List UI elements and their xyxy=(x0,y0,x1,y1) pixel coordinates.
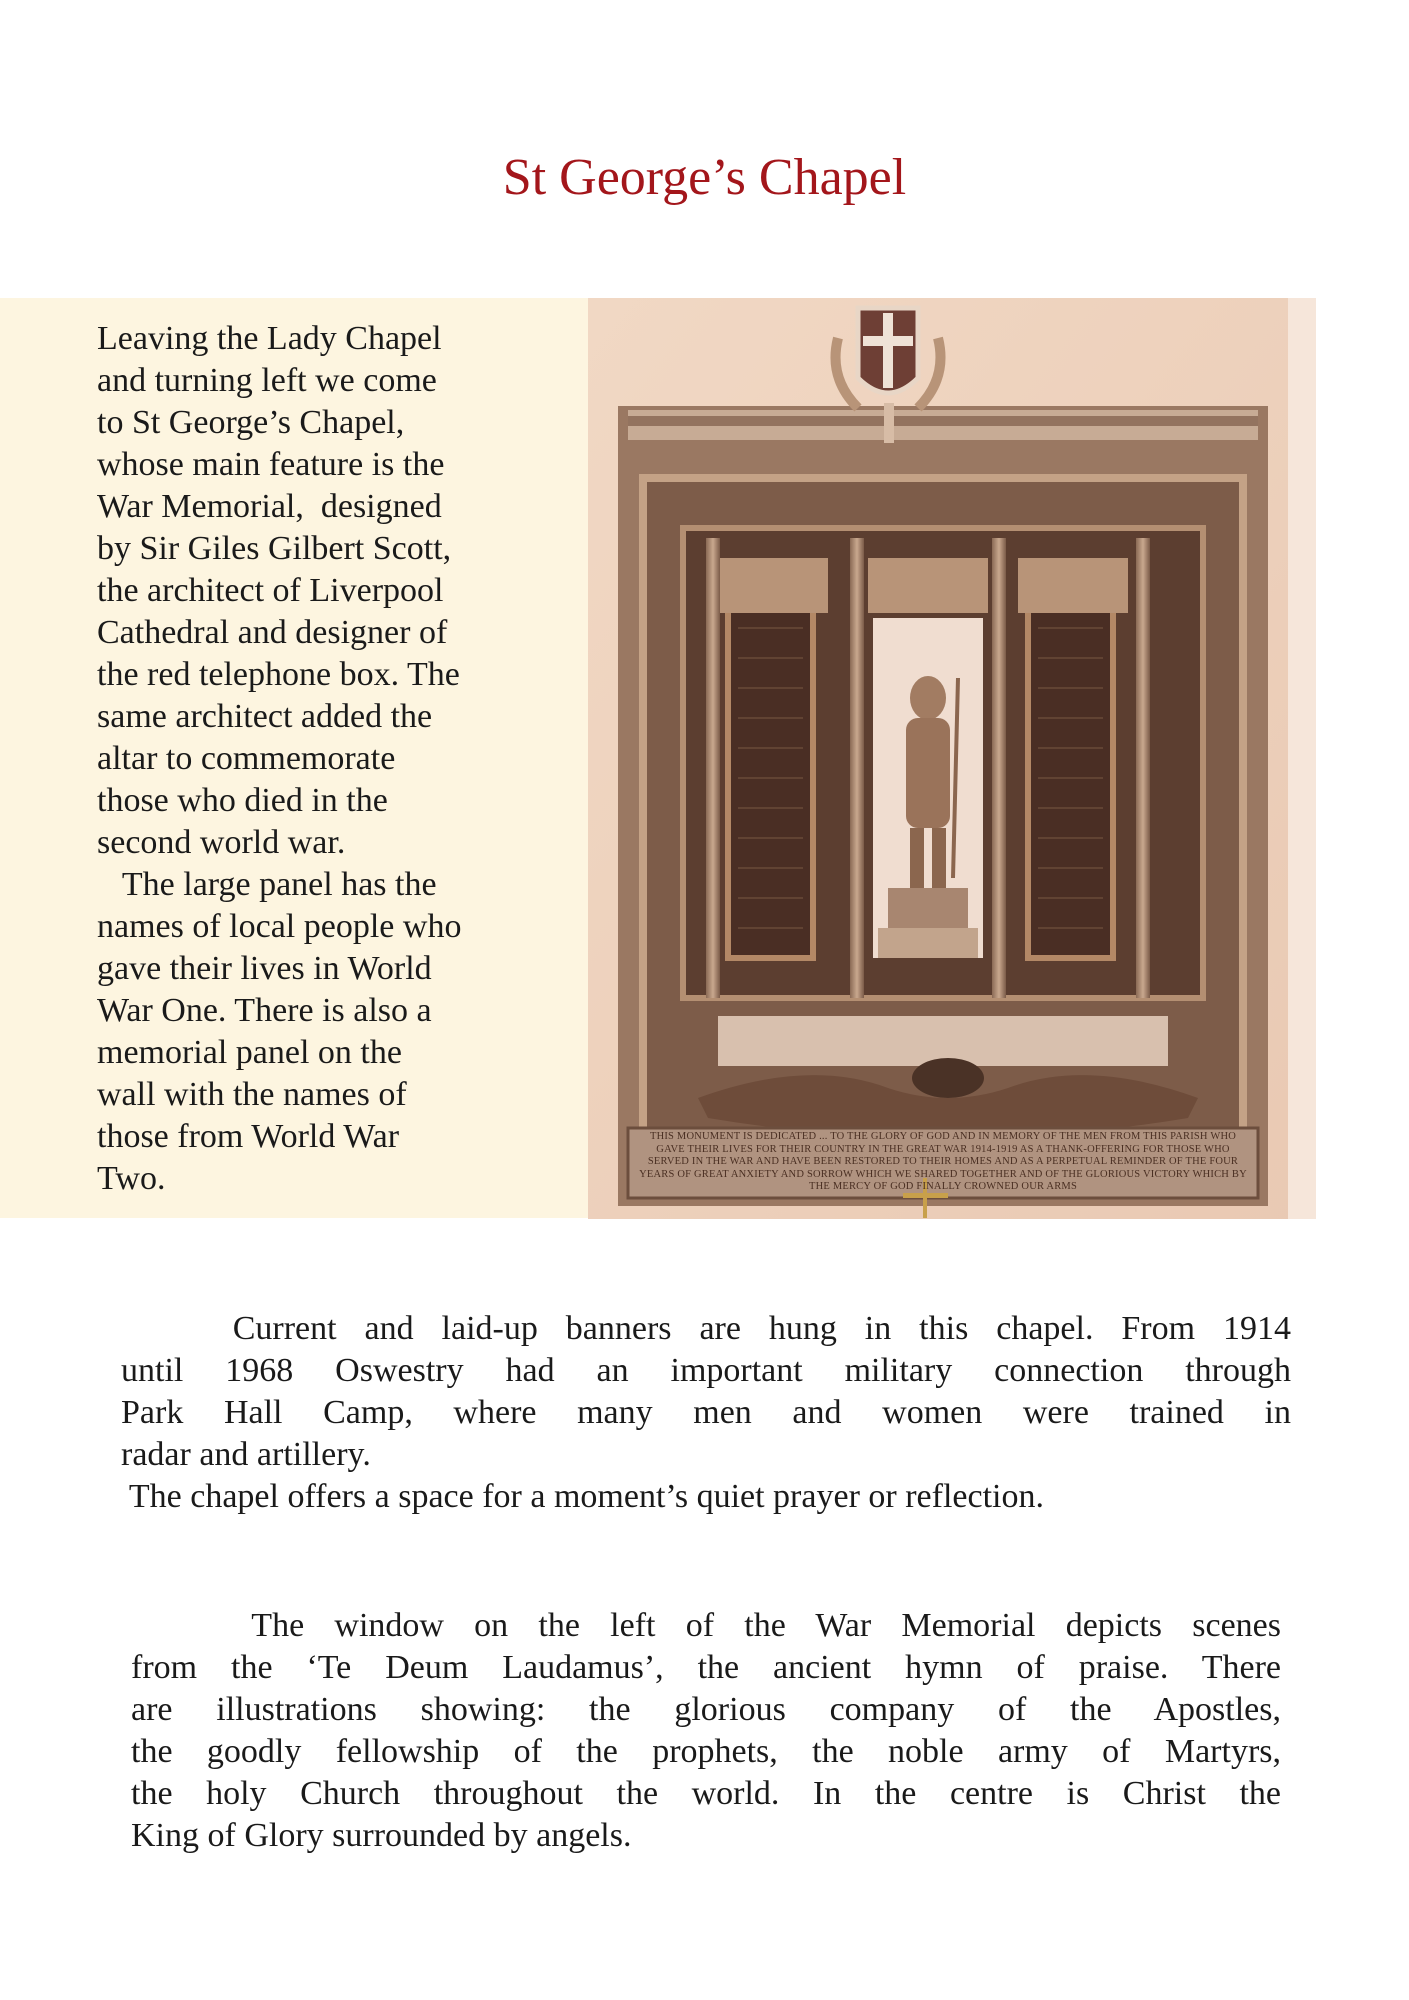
text-line: the goodly fellowship of the prophets, the noble army of Martyrs, xyxy=(131,1733,1281,1770)
text-line: The chapel offers a space for a moment’s quiet prayer or reflection. xyxy=(121,1478,1044,1515)
text-line: names of local people who xyxy=(97,908,462,945)
text-line: War One. There is also a xyxy=(97,992,432,1029)
war-memorial-photo xyxy=(588,298,1316,1219)
text-line: The window on the left of the War Memorial depicts scenes xyxy=(131,1607,1281,1644)
text-line: wall with the names of xyxy=(97,1076,407,1113)
text-line: the architect of Liverpool xyxy=(97,572,444,609)
text-line: Current and laid-up banners are hung in this chapel. From 1914 xyxy=(121,1310,1291,1347)
memorial-inscription: THIS MONUMENT IS DEDICATED ... TO THE GLORY OF GOD AND IN MEMORY OF THE MEN FROM THIS PARISH WHO GAVE THEIR LIVES FOR THEIR COUNTRY IN THE GREAT WAR 1914-1919 AS A THANK-OFFERING FOR THOSE WHO SERVED IN THE WAR AND HAVE BEEN RESTORED TO THEIR HOMES AND AS A PERPETUAL REMINDER OF THE FOUR YEARS OF GREAT ANXIETY AND SORROW WHICH WE SHARED TOGETHER AND OF THE GLORIOUS VICTORY WHICH BY THE MERCY OF GOD FINALLY CROWNED OUR ARMS xyxy=(639,1131,1247,1192)
text-line: the red telephone box. The xyxy=(97,656,460,693)
text-line: and turning left we come xyxy=(97,362,437,399)
banners-paragraph xyxy=(121,1308,1291,1518)
text-line: War Memorial, designed xyxy=(97,488,442,525)
text-line: altar to commemorate xyxy=(97,740,396,777)
text-line: The large panel has the xyxy=(97,866,437,903)
text-line: radar and artillery. xyxy=(121,1436,371,1473)
text-line: from the ‘Te Deum Laudamus’, the ancient hymn of praise. There xyxy=(131,1649,1281,1686)
intro-text xyxy=(97,318,577,1200)
text-line: same architect added the xyxy=(97,698,433,735)
text-line: until 1968 Oswestry had an important military connection through xyxy=(121,1352,1291,1389)
text-line: Leaving the Lady Chapel xyxy=(97,320,442,357)
text-line: to St George’s Chapel, xyxy=(97,404,405,441)
window-paragraph xyxy=(131,1605,1281,1857)
text-line: Cathedral and designer of xyxy=(97,614,448,651)
text-line: those from World War xyxy=(97,1118,400,1155)
text-line: the holy Church throughout the world. In the centre is Christ the xyxy=(131,1775,1281,1812)
text-line: whose main feature is the xyxy=(97,446,445,483)
text-line: gave their lives in World xyxy=(97,950,432,987)
text-line: memorial panel on the xyxy=(97,1034,402,1071)
text-line: by Sir Giles Gilbert Scott, xyxy=(97,530,452,567)
text-line: King of Glory surrounded by angels. xyxy=(131,1817,632,1854)
text-line: those who died in the xyxy=(97,782,388,819)
text-line: Two. xyxy=(97,1160,166,1197)
text-line: are illustrations showing: the glorious company of the Apostles, xyxy=(131,1691,1281,1728)
text-line: Park Hall Camp, where many men and women were trained in xyxy=(121,1394,1291,1431)
text-line: second world war. xyxy=(97,824,346,861)
page-title: St George’s Chapel xyxy=(502,149,907,206)
